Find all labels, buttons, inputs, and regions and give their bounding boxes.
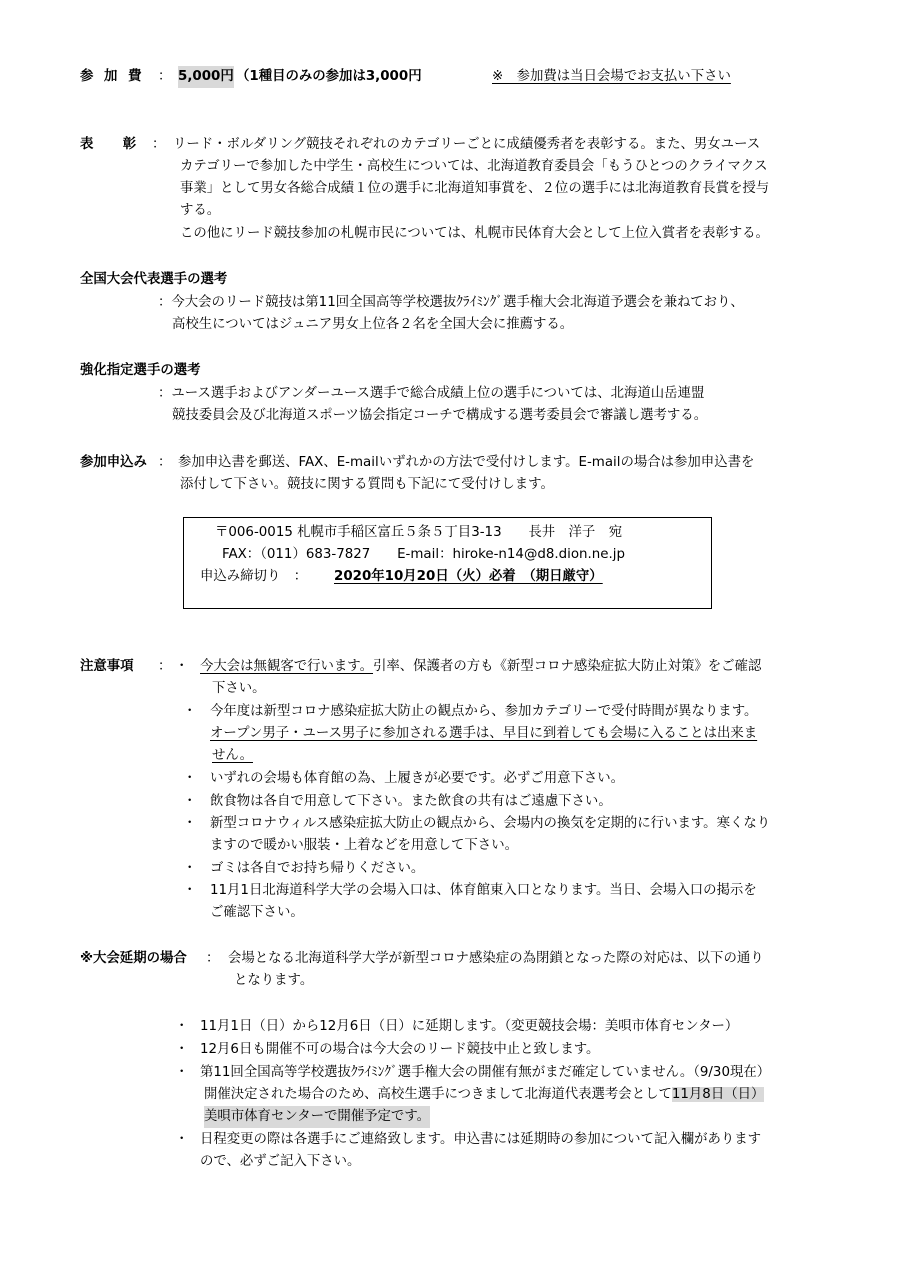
application-line-1: 参加申込書を郵送、FAX、E-mailいずれかの方法で受付けします。E-mailの場合は参加申込書を <box>178 455 755 470</box>
notes-2-underlined-1: オープン男子・ユース男子に参加される選手は、早目に到着しても会場に入ることは出来ま <box>210 726 758 741</box>
award-label: 表 彰 <box>80 137 145 152</box>
notes-1-cont: 下さい。 <box>212 681 266 696</box>
notes-bullet-5: ・ <box>183 816 197 831</box>
notes-bullet-1: ・ <box>175 659 189 674</box>
postpone-intro-1: 会場となる北海道科学大学が新型コロナ感染症の為閉鎖となった際の対応は、以下の通り <box>228 951 764 966</box>
postpone-label: ※大会延期の場合 <box>80 951 187 966</box>
notes-bullet-4: ・ <box>183 794 197 809</box>
contact-fax-email: FAX：（011）683-7827 E-mail：hiroke-n14@d8.dion.ne.jp <box>222 547 625 562</box>
notes-colon: ： <box>158 659 172 674</box>
notes-1-rest: 引率、保護者の方も《新型コロナ感染症拡大防止対策》をご確認 <box>373 659 762 674</box>
notes-7a: 11月1日北海道科学大学の会場入口は、体育館東入口となります。当日、会場入口の掲示を <box>210 883 757 898</box>
application-colon: ： <box>158 455 172 470</box>
application-line-2: 添付して下さい。競技に関する質問も下記にて受付けします。 <box>180 477 554 492</box>
award-colon: ： <box>152 137 166 152</box>
notes-bullet-2: ・ <box>183 704 197 719</box>
postpone-colon: ： <box>206 951 220 966</box>
notes-2: 今年度は新型コロナ感染症拡大防止の観点から、参加カテゴリーで受付時間が異なります。 <box>210 704 758 719</box>
postpone-3a: 第11回全国高等学校選抜ｸﾗｲﾐﾝｸﾞ選手権大会の開催有無がまだ確定していません。（9/30現在） <box>200 1065 771 1080</box>
deadline-label: 申込み締切り ： <box>200 569 308 584</box>
notes-bullet-3: ・ <box>183 771 197 786</box>
national-line-2: 高校生についてはジュニア男女上位各２名を全国大会に推薦する。 <box>172 317 574 332</box>
postpone-intro-2: となります。 <box>234 973 314 988</box>
national-line-1: ：今大会のリード競技は第11回全国高等学校選抜ｸﾗｲﾐﾝｸﾞ選手権大会北海道予選会を兼ねており、 <box>158 295 744 310</box>
fee-colon: ： <box>158 69 172 84</box>
fee-payment-note: ※ 参加費は当日会場でお支払い下さい <box>492 69 731 84</box>
notes-5b: ますので暖かい服装・上着などを用意して下さい。 <box>210 838 518 853</box>
notes-4: 飲食物は各自で用意して下さい。また飲食の共有はご遠慮下さい。 <box>210 794 612 809</box>
fee-label: 参 加 費 <box>80 69 145 84</box>
strengthen-line-2: 競技委員会及び北海道スポーツ協会指定コーチで構成する選考委員会で審議し選考する。 <box>172 408 708 423</box>
postpone-1: 11月1日（日）から12月6日（日）に延期します。（変更競技会場：美唄市体育センター） <box>200 1019 739 1034</box>
national-heading: 全国大会代表選手の選考 <box>80 272 228 287</box>
notes-label: 注意事項 <box>80 659 134 674</box>
postpone-2: 12月6日も開催不可の場合は今大会のリード競技中止と致します。 <box>200 1042 600 1057</box>
notes-bullet-7: ・ <box>183 883 197 898</box>
contact-address: 〒006-0015 札幌市手稲区富丘５条５丁目3-13 長井 洋子 宛 <box>215 525 623 540</box>
notes-6: ゴミは各自でお持ち帰りください。 <box>210 861 425 876</box>
notes-3: いずれの会場も体育館の為、上履きが必要です。必ずご用意下さい。 <box>210 771 625 786</box>
postpone-bullet-2: ・ <box>175 1042 189 1057</box>
notes-5a: 新型コロナウィルス感染症拡大防止の観点から、会場内の換気を定期的に行います。寒くなり <box>210 816 771 831</box>
postpone-3b: 開催決定された場合のため、高校生選手につきまして北海道代表選考会として <box>204 1087 672 1102</box>
award-line-4: する。 <box>180 203 221 218</box>
notes-1-underlined: 今大会は無観客で行います。 <box>200 659 374 674</box>
award-line-1: リード・ボルダリング競技それぞれのカテゴリーごとに成績優秀者を表彰する。また、男女ユース <box>173 137 761 152</box>
fee-amount: 5,000円 <box>178 66 234 88</box>
award-line-3: 事業」として男女各総合成績１位の選手に北海道知事賞を、２位の選手には北海道教育長賞を授与 <box>180 181 770 196</box>
strengthen-line-1: ：ユース選手およびアンダーユース選手で総合成績上位の選手については、北海道山岳連盟 <box>158 386 705 401</box>
notes-2-underlined-2: せん。 <box>212 748 253 763</box>
award-line-2: カテゴリーで参加した中学生・高校生については、北海道教育委員会「もうひとつのクライマクス <box>180 159 768 174</box>
deadline-date: 2020年10月20日（火）必着 （期日厳守） <box>334 569 603 584</box>
postpone-bullet-1: ・ <box>175 1019 189 1034</box>
strengthen-heading: 強化指定選手の選考 <box>80 363 201 378</box>
postpone-bullet-4: ・ <box>175 1132 189 1147</box>
application-label: 参加申込み <box>80 455 147 470</box>
award-line-5: この他にリード競技参加の札幌市民については、札幌市民体育大会として上位入賞者を表彰する。 <box>180 226 769 241</box>
postpone-4a: 日程変更の際は各選手にご連絡致します。申込書には延期時の参加について記入欄があります <box>200 1132 762 1147</box>
fee-note: （1種目のみの参加は3,000円 <box>236 69 422 84</box>
postpone-3c: 美唄市体育センターで開催予定です。 <box>204 1106 430 1128</box>
postpone-bullet-3: ・ <box>175 1065 189 1080</box>
notes-7b: ご確認下さい。 <box>210 905 304 920</box>
postpone-4b: ので、必ずご記入下さい。 <box>200 1154 361 1169</box>
notes-bullet-6: ・ <box>183 861 197 876</box>
postpone-3b-date: 11月8日（日） <box>671 1087 765 1102</box>
